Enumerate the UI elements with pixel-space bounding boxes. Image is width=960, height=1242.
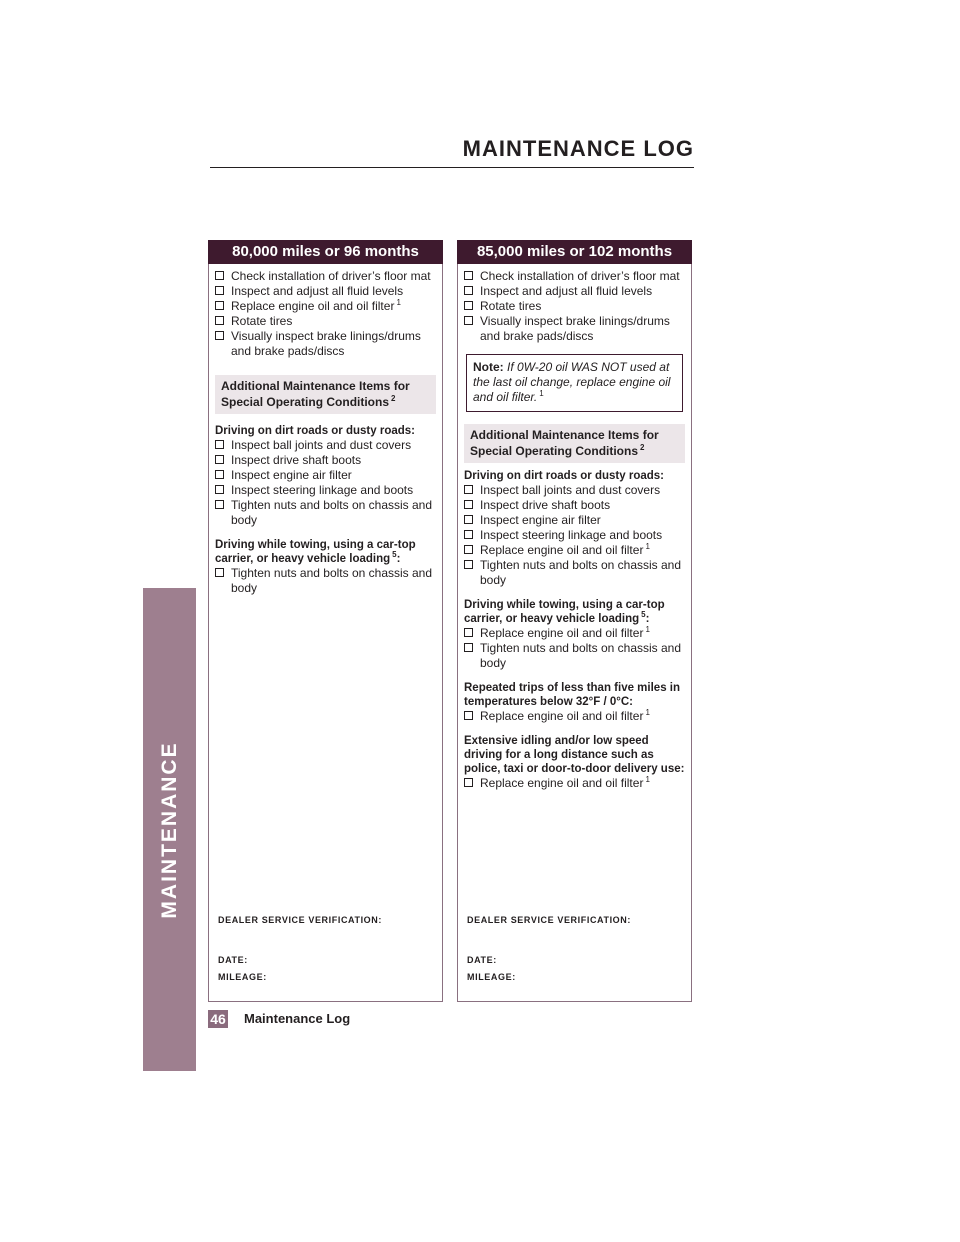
mileage-label: MILEAGE: <box>467 972 516 982</box>
title-rule <box>210 167 694 168</box>
checklist-item[interactable]: Tighten nuts and bolts on chassis and body <box>464 641 691 671</box>
checklist-item[interactable]: Replace engine oil and oil filter $^1$ <box>464 626 691 641</box>
checklist-item[interactable]: Replace engine oil and oil filter $^1$ <box>464 709 691 724</box>
additional-items-heading: Additional Maintenance Items for Special Operating Conditions $^2$ <box>215 375 436 414</box>
condition-heading: Repeated trips of less than five miles in temperatures below 32°F / 0°C: <box>464 682 681 708</box>
checkbox-icon[interactable] <box>464 271 473 280</box>
checklist-item[interactable]: Replace engine oil and oil filter $^1$ <box>215 299 442 314</box>
checkbox-icon[interactable] <box>215 568 224 577</box>
checklist-item[interactable]: Inspect ball joints and dust covers <box>215 438 442 453</box>
checklist-item[interactable]: Check installation of driver’s floor mat <box>464 269 691 284</box>
checkbox-icon[interactable] <box>215 440 224 449</box>
checkbox-icon[interactable] <box>464 560 473 569</box>
checkbox-icon[interactable] <box>215 485 224 494</box>
checkbox-icon[interactable] <box>215 500 224 509</box>
checklist-item[interactable]: Tighten nuts and bolts on chassis and body <box>215 498 442 528</box>
checkbox-icon[interactable] <box>215 271 224 280</box>
column-header: 85,000 miles or 102 months <box>457 240 692 264</box>
column-body <box>209 264 442 596</box>
checklist-item[interactable]: Rotate tires <box>464 299 691 314</box>
condition-heading: Driving on dirt roads or dusty roads: <box>464 470 664 482</box>
checkbox-icon[interactable] <box>464 711 473 720</box>
checklist-item[interactable]: Check installation of driver’s floor mat <box>215 269 442 284</box>
checkbox-icon[interactable] <box>215 316 224 325</box>
checkbox-icon[interactable] <box>215 331 224 340</box>
checkbox-icon[interactable] <box>464 286 473 295</box>
condition-heading: Driving on dirt roads or dusty roads: <box>215 425 415 437</box>
additional-items-heading: Additional Maintenance Items for Special Operating Conditions $^2$ <box>464 424 685 463</box>
checklist-item[interactable]: Visually inspect brake linings/drums and brake pads/discs <box>464 314 691 344</box>
footnote-ref: 1 <box>396 298 401 307</box>
dealer-verification-label: DEALER SERVICE VERIFICATION: <box>467 915 631 925</box>
checkbox-icon[interactable] <box>215 470 224 479</box>
checkbox-icon[interactable] <box>464 628 473 637</box>
date-label: DATE: <box>218 955 248 965</box>
footer-section-label: Maintenance Log <box>244 1011 351 1026</box>
page-title: MAINTENANCE LOG <box>462 136 694 161</box>
checklist-item[interactable]: Tighten nuts and bolts on chassis and body <box>464 558 691 588</box>
dealer-verification-label: DEALER SERVICE VERIFICATION: <box>218 915 382 925</box>
column-body <box>458 264 691 791</box>
checkbox-icon[interactable] <box>464 301 473 310</box>
section-side-tab <box>143 588 196 1071</box>
checkbox-icon[interactable] <box>464 515 473 524</box>
checkbox-icon[interactable] <box>464 530 473 539</box>
checkbox-icon[interactable] <box>464 545 473 554</box>
checklist-item[interactable]: Inspect steering linkage and boots <box>464 528 691 543</box>
log-column-80k <box>208 240 443 1002</box>
side-tab-label: MAINTENANCE <box>157 740 181 919</box>
checklist-item[interactable]: Rotate tires <box>215 314 442 329</box>
log-column-85k <box>457 240 692 1002</box>
checklist-item[interactable]: Tighten nuts and bolts on chassis and body <box>215 566 442 596</box>
date-label: DATE: <box>467 955 497 965</box>
checkbox-icon[interactable] <box>464 316 473 325</box>
column-header: 80,000 miles or 96 months <box>208 240 443 264</box>
checkbox-icon[interactable] <box>215 455 224 464</box>
checklist-item[interactable]: Inspect and adjust all fluid levels <box>215 284 442 299</box>
checkbox-icon[interactable] <box>464 485 473 494</box>
mileage-label: MILEAGE: <box>218 972 267 982</box>
checkbox-icon[interactable] <box>215 286 224 295</box>
checklist-item[interactable]: Replace engine oil and oil filter $^1$ <box>464 543 691 558</box>
checklist-item[interactable]: Visually inspect brake linings/drums and brake pads/discs <box>215 329 442 359</box>
checklist-item[interactable]: Replace engine oil and oil filter $^1$ <box>464 776 691 791</box>
checklist-item[interactable]: Inspect and adjust all fluid levels <box>464 284 691 299</box>
checklist-item[interactable]: Inspect engine air filter <box>464 513 691 528</box>
checklist-item[interactable]: Inspect engine air filter <box>215 468 442 483</box>
checkbox-icon[interactable] <box>464 778 473 787</box>
checklist-item[interactable]: Inspect steering linkage and boots <box>215 483 442 498</box>
page-number: 46 <box>208 1010 228 1028</box>
checklist-item[interactable]: Inspect drive shaft boots <box>215 453 442 468</box>
checklist-item[interactable]: Inspect ball joints and dust covers <box>464 483 691 498</box>
checkbox-icon[interactable] <box>215 301 224 310</box>
checkbox-icon[interactable] <box>464 643 473 652</box>
oil-note: Note: If 0W-20 oil WAS NOT used at the last oil change, replace engine oil and oil filter. $^1$ <box>466 354 683 412</box>
checkbox-icon[interactable] <box>464 500 473 509</box>
condition-heading: Extensive idling and/or low speed driving for a long distance such as police, taxi or door-to-door delivery use: <box>464 735 685 775</box>
checklist-item[interactable]: Inspect drive shaft boots <box>464 498 691 513</box>
condition-heading: Driving while towing, using a car-top carrier, or heavy vehicle loading $^5$: <box>464 599 665 625</box>
condition-heading: Driving while towing, using a car-top carrier, or heavy vehicle loading $^5$: <box>215 539 416 565</box>
